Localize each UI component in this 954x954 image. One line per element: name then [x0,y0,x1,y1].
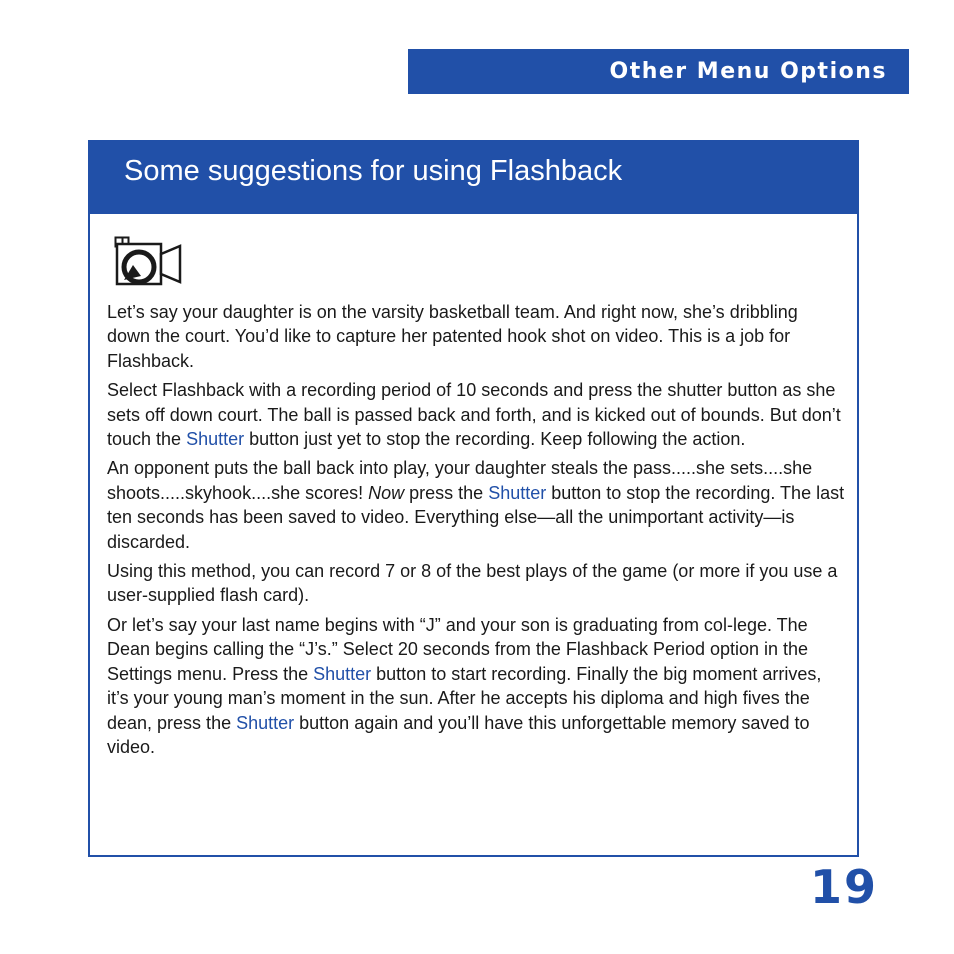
paragraph [107,300,845,373]
section-title: Other Menu Options [609,59,887,84]
shutter-term: Shutter [236,712,295,733]
paragraph-text: Select Flashback with a recording period of 10 seconds and press the shutter button as she sets off down court. The ball is passed back and forth, and is kicked out of bounds. But don’t touch the [107,380,841,450]
paragraph-text: An opponent puts the ball back into play, your daughter steals the pass.....she sets....she shoots.....skyhook....she scores! [107,458,813,503]
emphasis-text: Now [368,482,405,503]
panel-heading: Some suggestions for using Flashback [124,155,623,187]
content-panel [88,140,859,857]
paragraph [107,456,845,554]
paragraph-text: button to stop the recording. The last ten seconds has been saved to video. Everything else—all the unimportant activity—is discarded. [107,482,845,552]
paragraph-text: button again and you’ll have this unforgettable memory saved to video. [107,712,810,757]
shutter-term: Shutter [313,663,372,684]
paragraph-text: Using this method, you can record 7 or 8 of the best plays of the game (or more if you use a user-supplied flash card). [107,561,838,606]
paragraph-text: Let’s say your daughter is on the varsity basketball team. And right now, she’s dribbling down the court. You’d like to capture her patented hook shot on video. This is a job for Flashback. [107,302,798,371]
paragraph-text: Or let’s say your last name begins with “J” and your son is graduating from col-lege. The Dean begins calling the “J’s.” Select 20 seconds from the Flashback Period option in the Settings menu. Press the [107,614,809,684]
paragraph [107,613,845,759]
shutter-term: Shutter [186,429,245,450]
paragraph-text: press the [404,482,489,503]
paragraph [107,559,845,608]
paragraph-text: button to start recording. Finally the big moment arrives, it’s your young man’s moment in the sun. After he accepts his diploma and high fives the dean, press the [107,663,822,733]
panel-header [90,142,857,214]
body-text [107,300,845,764]
shutter-term: Shutter [488,482,547,503]
video-camera-icon [114,236,182,288]
paragraph-text: button just yet to stop the recording. Keep following the action. [244,429,746,450]
page-number: 19 [810,860,879,914]
section-title-tab [408,49,909,94]
paragraph [107,378,845,451]
